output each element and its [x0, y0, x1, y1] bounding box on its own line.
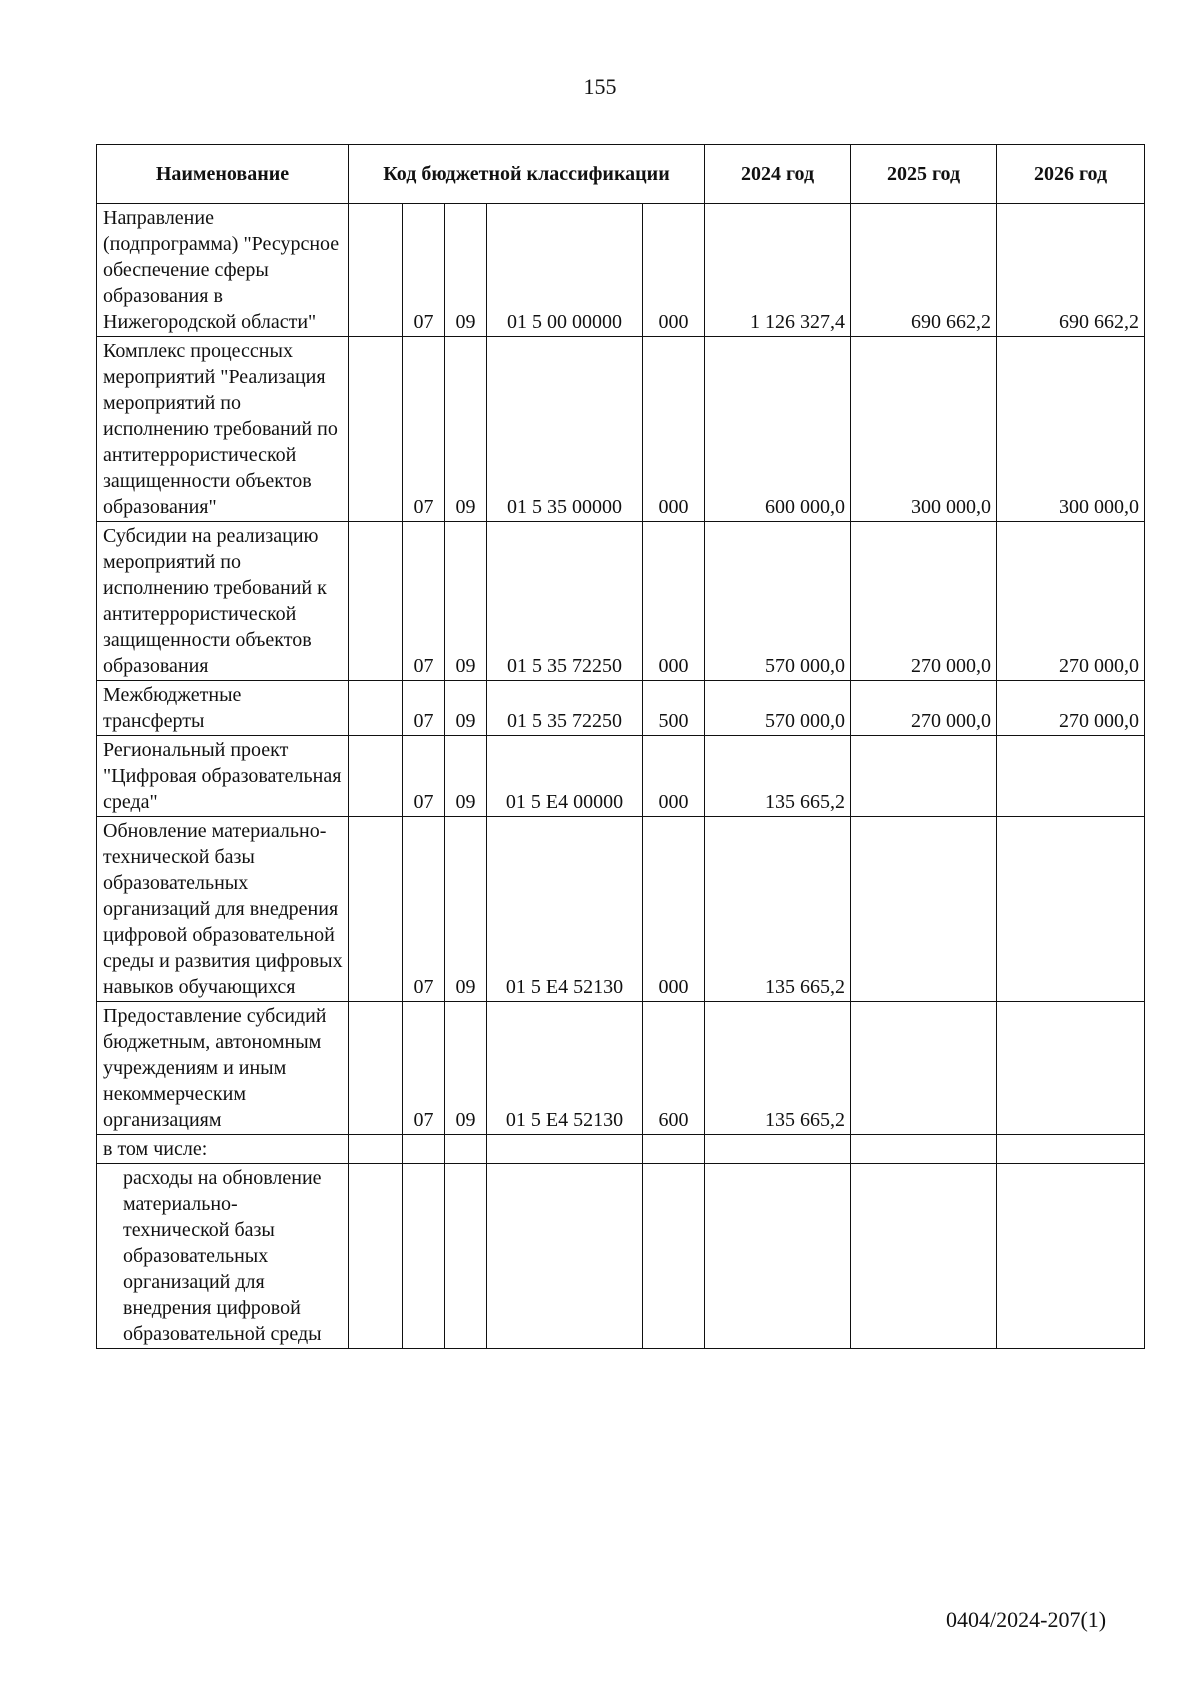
table-row	[97, 522, 1145, 681]
code-target-article: 01 5 Е4 00000	[487, 736, 643, 817]
budget-table	[96, 144, 1145, 1349]
page-number: 155	[583, 74, 617, 99]
code-part-0	[349, 204, 403, 337]
table-row	[97, 1002, 1145, 1135]
code-part-0	[349, 817, 403, 1002]
code-target-article: 01 5 35 72250	[487, 681, 643, 736]
code-expense-type: 500	[643, 681, 705, 736]
code-section: 07	[403, 681, 445, 736]
code-part-0	[349, 681, 403, 736]
header-2026: 2026 год	[997, 145, 1145, 204]
code-part-0	[349, 736, 403, 817]
row-name: Комплекс процессных мероприятий "Реализация мероприятий по исполнению требований по антитеррористической защищенности объектов образования"	[97, 337, 349, 522]
code-section: 07	[403, 1002, 445, 1135]
code-section	[403, 1164, 445, 1349]
value-2026: 690 662,2	[997, 204, 1145, 337]
code-part-0	[349, 1135, 403, 1164]
row-name: Направление (подпрограмма) "Ресурсное обеспечение сферы образования в Нижегородской области"	[97, 204, 349, 337]
value-2026: 270 000,0	[997, 522, 1145, 681]
row-name: расходы на обновление материально-технической базы образовательных организаций для внедрения цифровой образовательной среды	[97, 1164, 349, 1349]
code-subsection: 09	[445, 817, 487, 1002]
header-name: Наименование	[97, 145, 349, 204]
row-name: Региональный проект "Цифровая образовательная среда"	[97, 736, 349, 817]
code-part-0	[349, 1002, 403, 1135]
code-target-article: 01 5 35 72250	[487, 522, 643, 681]
code-section	[403, 1135, 445, 1164]
value-2025	[851, 1002, 997, 1135]
value-2024	[705, 1135, 851, 1164]
value-2026: 270 000,0	[997, 681, 1145, 736]
value-2025	[851, 1164, 997, 1349]
value-2025: 300 000,0	[851, 337, 997, 522]
value-2025	[851, 817, 997, 1002]
value-2026	[997, 1164, 1145, 1349]
table-row	[97, 736, 1145, 817]
value-2024: 135 665,2	[705, 817, 851, 1002]
code-target-article	[487, 1164, 643, 1349]
value-2025	[851, 1135, 997, 1164]
code-section: 07	[403, 522, 445, 681]
code-subsection: 09	[445, 204, 487, 337]
value-2024: 1 126 327,4	[705, 204, 851, 337]
code-target-article: 01 5 Е4 52130	[487, 1002, 643, 1135]
value-2024: 570 000,0	[705, 522, 851, 681]
value-2026	[997, 1135, 1145, 1164]
value-2024: 135 665,2	[705, 736, 851, 817]
code-part-0	[349, 1164, 403, 1349]
code-expense-type: 000	[643, 337, 705, 522]
code-part-0	[349, 522, 403, 681]
value-2024: 135 665,2	[705, 1002, 851, 1135]
code-expense-type	[643, 1164, 705, 1349]
value-2024	[705, 1164, 851, 1349]
code-subsection	[445, 1135, 487, 1164]
value-2025: 270 000,0	[851, 681, 997, 736]
code-expense-type	[643, 1135, 705, 1164]
row-name: Обновление материально-технической базы образовательных организаций для внедрения цифровой образовательной среды и развития цифровых навыков обучающихся	[97, 817, 349, 1002]
code-subsection: 09	[445, 1002, 487, 1135]
value-2024: 600 000,0	[705, 337, 851, 522]
code-target-article	[487, 1135, 643, 1164]
code-expense-type: 000	[643, 204, 705, 337]
row-name: Субсидии на реализацию мероприятий по исполнению требований к антитеррористической защищенности объектов образования	[97, 522, 349, 681]
code-expense-type: 000	[643, 817, 705, 1002]
value-2025	[851, 736, 997, 817]
value-2025: 270 000,0	[851, 522, 997, 681]
code-section: 07	[403, 736, 445, 817]
value-2026	[997, 817, 1145, 1002]
code-target-article: 01 5 Е4 52130	[487, 817, 643, 1002]
value-2025: 690 662,2	[851, 204, 997, 337]
code-part-0	[349, 337, 403, 522]
document-number: 0404/2024-207(1)	[946, 1607, 1107, 1632]
value-2026	[997, 736, 1145, 817]
header-2025: 2025 год	[851, 145, 997, 204]
table-row	[97, 337, 1145, 522]
header-2024: 2024 год	[705, 145, 851, 204]
value-2024: 570 000,0	[705, 681, 851, 736]
value-2026: 300 000,0	[997, 337, 1145, 522]
table-row	[97, 681, 1145, 736]
code-section: 07	[403, 204, 445, 337]
code-section: 07	[403, 817, 445, 1002]
code-expense-type: 000	[643, 736, 705, 817]
table-row	[97, 1135, 1145, 1164]
code-target-article: 01 5 35 00000	[487, 337, 643, 522]
code-subsection	[445, 1164, 487, 1349]
table-row	[97, 817, 1145, 1002]
header-code: Код бюджетной классификации	[349, 145, 705, 204]
row-name: Межбюджетные трансферты	[97, 681, 349, 736]
code-expense-type: 600	[643, 1002, 705, 1135]
code-target-article: 01 5 00 00000	[487, 204, 643, 337]
code-subsection: 09	[445, 736, 487, 817]
row-name: Предоставление субсидий бюджетным, автономным учреждениям и иным некоммерческим организациям	[97, 1002, 349, 1135]
value-2026	[997, 1002, 1145, 1135]
code-subsection: 09	[445, 522, 487, 681]
row-name: в том числе:	[97, 1135, 349, 1164]
table-row	[97, 204, 1145, 337]
code-section: 07	[403, 337, 445, 522]
table-row	[97, 1164, 1145, 1349]
header-row	[97, 145, 1145, 204]
code-subsection: 09	[445, 681, 487, 736]
code-expense-type: 000	[643, 522, 705, 681]
code-subsection: 09	[445, 337, 487, 522]
